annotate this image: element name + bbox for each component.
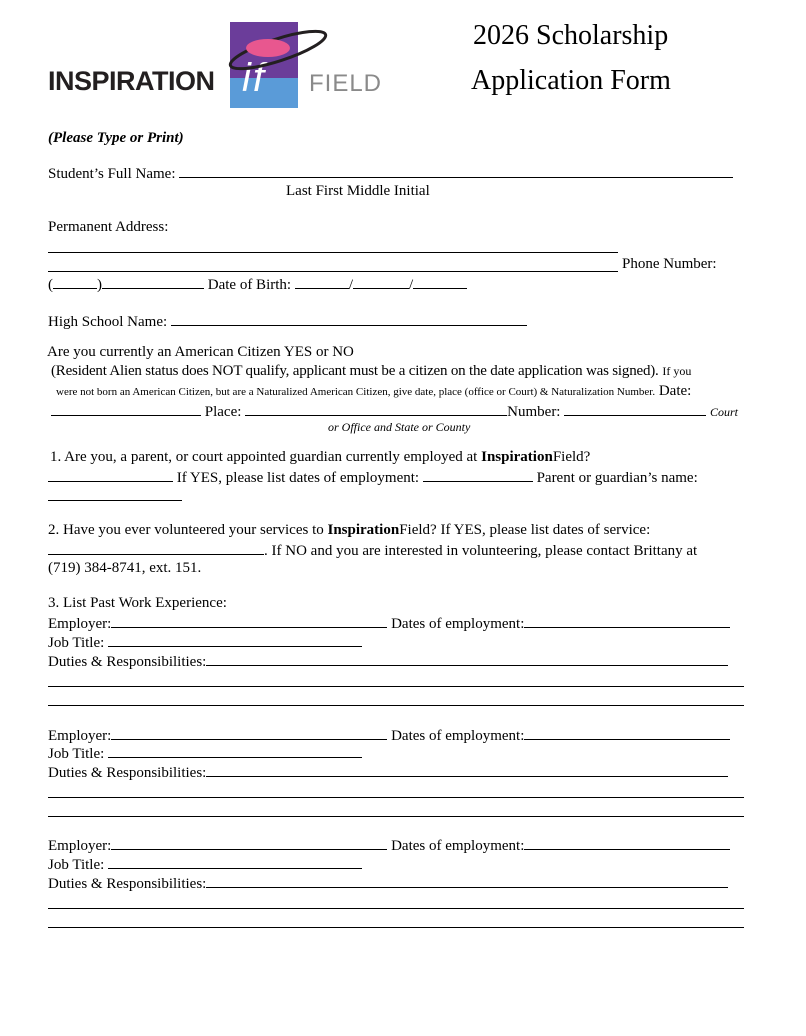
employer-row [48,614,730,633]
naturalization-date-label: Date: [658,383,692,399]
job-title-row [48,744,362,763]
duties-line-2[interactable] [48,686,744,687]
dates-label: Dates of employment: [391,838,525,854]
q1-brand-plain: Field? [552,449,591,465]
duties-line-2[interactable] [48,797,744,798]
duties-row [48,874,728,893]
q2-phone: (719) 384-8741, ext. 151. [48,560,202,576]
naturalization-number-label: Number: [507,404,561,420]
job-title-field[interactable] [108,744,362,758]
phone-number-field[interactable] [102,275,204,289]
naturalization-place-label: Place: [204,404,242,420]
dob-day-field[interactable] [353,275,409,289]
q1-answer-row [48,468,698,487]
address-line-1[interactable] [48,252,618,253]
job-title-row [48,855,362,874]
q1-yes-text: If YES, please list dates of employment: [176,470,420,486]
form-title-line-2: Application Form [471,65,671,96]
job-title-label: Job Title: [48,635,105,651]
naturalization-court-sublabel: or Office and State or County [328,420,471,434]
dob-separator-2: / [409,277,414,293]
q1-text: 1. Are you, a parent, or court appointed guardian currently employed at [50,449,478,465]
duties-field[interactable] [206,874,728,888]
instruction-text: (Please Type or Print) [48,130,184,146]
employer-label: Employer: [48,728,112,744]
citizenship-note-row [51,363,691,380]
student-name-field[interactable] [179,164,733,178]
phone-dob-row [48,275,467,294]
dates-field[interactable] [524,614,730,628]
q2-text-after: Field? If YES, please list dates of service: [399,522,651,538]
job-title-row [48,633,362,652]
q2-text: 2. Have you ever volunteered your services to [48,522,324,538]
employer-row [48,836,730,855]
logo-hat-crown [246,39,290,57]
employer-label: Employer: [48,838,112,854]
q1-parent-name-field[interactable] [48,487,182,501]
duties-line-3[interactable] [48,705,744,706]
duties-label: Duties & Responsibilities: [48,876,207,892]
q2-no-text: . If NO and you are interested in volunteering, please contact Brittany at [264,543,698,559]
employer-row [48,726,730,745]
citizenship-note-small-b: were not born an American Citizen, but are a Naturalized American Citizen, give date, place (office or Court) & Naturalization Number. [56,386,656,398]
logo-word-field: FIELD [309,70,383,97]
duties-line-3[interactable] [48,816,744,817]
naturalization-court-label: Court [709,405,738,419]
citizenship-note-small-a: If you [662,364,692,378]
phone-label: Phone Number: [622,256,717,272]
high-school-row [48,312,527,331]
q1-dates-field[interactable] [423,468,533,482]
duties-row [48,652,728,671]
phone-paren-close: ) [97,277,102,293]
employer-field[interactable] [111,614,387,628]
address-line-2[interactable] [48,271,618,272]
dates-field[interactable] [524,726,730,740]
job-title-label: Job Title: [48,857,105,873]
job-title-field[interactable] [108,855,362,869]
naturalization-date-field[interactable] [51,402,201,416]
duties-field[interactable] [206,763,728,777]
duties-label: Duties & Responsibilities: [48,765,207,781]
dob-separator-1: / [348,277,353,293]
citizenship-question: Are you currently an American Citizen YES or NO [47,344,354,360]
naturalization-place-field[interactable] [245,402,507,416]
employer-field[interactable] [111,836,387,850]
employer-label: Employer: [48,616,112,632]
employer-field[interactable] [111,726,387,740]
q2-answer-row [48,541,697,560]
citizenship-note-row-2 [56,383,691,400]
duties-line-2[interactable] [48,908,744,909]
duties-row [48,763,728,782]
duties-field[interactable] [206,652,728,666]
q2-brand-bold: Inspiration [327,522,400,538]
student-name-label: Student’s Full Name: [48,166,176,182]
dob-month-field[interactable] [295,275,349,289]
logo-word-inspiration: INSPIRATION [48,66,215,96]
q2-question-row [48,522,650,539]
q1-brand-bold: Inspiration [481,449,553,465]
dob-year-field[interactable] [413,275,467,289]
student-name-sublabel: Last First Middle Initial [286,183,430,199]
address-label: Permanent Address: [48,219,169,235]
phone-paren-open: ( [48,277,53,293]
naturalization-row [51,402,738,421]
q1-parent-label: Parent or guardian’s name: [536,470,698,486]
student-name-row [48,164,733,183]
high-school-field[interactable] [171,312,527,326]
dob-label: Date of Birth: [207,277,292,293]
dates-label: Dates of employment: [391,728,525,744]
q2-dates-field[interactable] [48,541,264,555]
citizenship-note: (Resident Alien status does NOT qualify, applicant must be a citizen on the date application was signed). [51,363,659,379]
q1-yes-no-field[interactable] [48,468,173,482]
naturalization-number-field[interactable] [564,402,706,416]
job-title-field[interactable] [108,633,362,647]
phone-area-code-field[interactable] [53,275,97,289]
q1-parent-row [48,487,182,506]
dates-field[interactable] [524,836,730,850]
job-title-label: Job Title: [48,746,105,762]
logo-mark-text: if [242,56,266,100]
q3-heading: 3. List Past Work Experience: [48,595,227,611]
q1-question-row [50,449,590,466]
duties-label: Duties & Responsibilities: [48,654,207,670]
duties-line-3[interactable] [48,927,744,928]
high-school-label: High School Name: [48,314,168,330]
form-title-line-1: 2026 Scholarship [473,20,669,51]
dates-label: Dates of employment: [391,616,525,632]
